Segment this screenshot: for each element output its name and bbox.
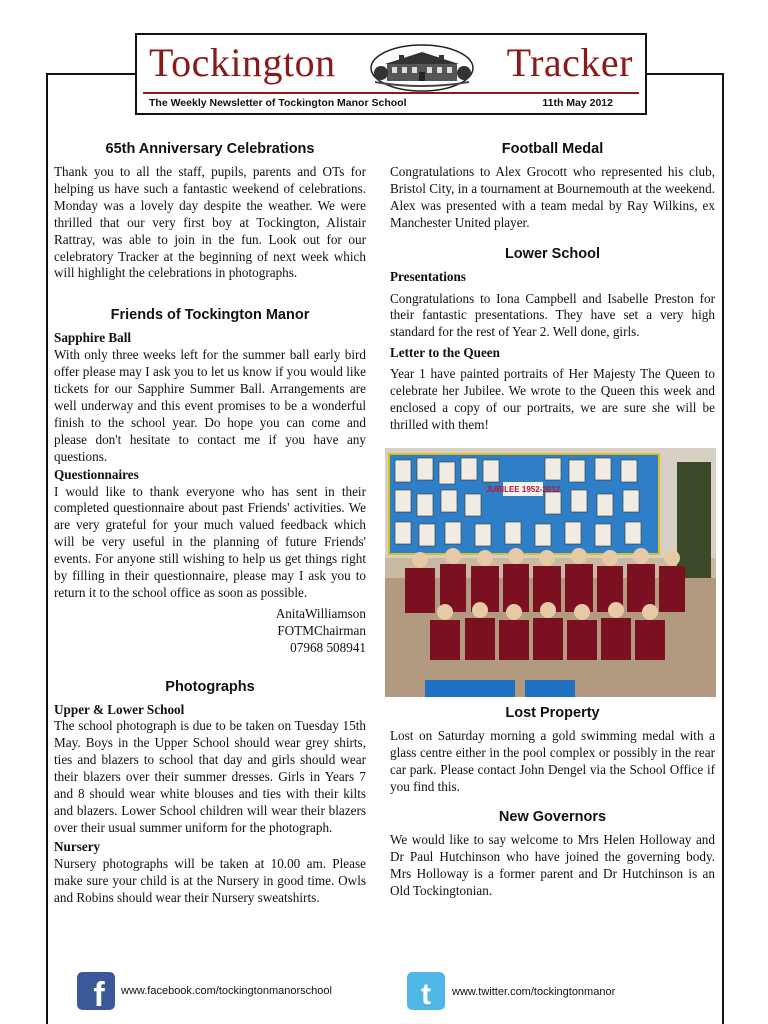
lost-property-section (390, 705, 715, 796)
friends-heading: Friends of Tockington Manor (110, 307, 310, 324)
class-photo (385, 448, 716, 697)
signature-role: FOTMChairman (277, 622, 366, 638)
school-building-logo (369, 43, 475, 93)
right-column (390, 141, 715, 900)
masthead-title-right: Tracker (506, 40, 633, 85)
questionnaires-body: I would like to thank everyone who has sent in their completed questionnaire about past Friends' activities. We are very grateful for your much valued feedback which will be very useful in the planning of future Friends' events. For anyone still wishing to help us get things right by filling in their questionnaire, please may I ask you to return it to the school office as soon as possible. (54, 483, 366, 600)
lower-school-heading: Lower School (504, 245, 601, 262)
sapphire-ball-subheading: Sapphire Ball (54, 330, 132, 346)
football-heading: Football Medal (501, 141, 604, 157)
signature-phone: 07968 508941 (290, 639, 366, 655)
upper-lower-subheading: Upper & Lower School (54, 701, 185, 717)
football-body: Congratulations to Alex Grocott who represented his club, Bristol City, in a tournament at Bournemouth at the weekend. Alex was presented with a team medal by Ray Wilkins, ex Manchester United player. (390, 164, 715, 230)
nursery-subheading: Nursery (54, 838, 101, 854)
nursery-body: Nursery photographs will be taken at 10.00 am. Please make sure your child is at the Nursery in good time. Owls and Robins should wear their Nursery sweatshirts. (54, 855, 366, 905)
new-governors-body: We would like to say welcome to Mrs Helen Holloway and Dr Paul Hutchinson who have joined the governing body. Mrs Holloway is a former parent and Dr Hutchinson is an Old Tockingtonian. (390, 832, 715, 899)
football-section (390, 141, 715, 232)
lower-school-section (390, 246, 715, 434)
left-column (54, 141, 366, 906)
sapphire-ball-body: With only three weeks left for the summer ball early bird offer please may I ask you to let us know if you would like tickets for our Sapphire Summer Ball. Arrangements are well underway and this event promises to be a wonderful finish to the school year. Do hope you can come and please don't hesitate to contact me if you have any questions. (54, 347, 366, 464)
masthead (135, 33, 647, 115)
photographs-section (54, 679, 366, 907)
presentations-subheading: Presentations (390, 268, 466, 284)
friends-section (54, 307, 366, 656)
new-governors-section (390, 809, 715, 900)
upper-lower-body: The school photograph is due to be taken on Tuesday 15th May. Boys in the Upper School should wear grey shirts, ties and blazers to school that day and girls should wear their blazers over their summer dresses. Girls in Years 7 and 8 should wear white blouses and ties with their kilts and blazers. Lower School children will wear their blazers over their usual summer uniform for the photograph. (54, 718, 366, 835)
lost-property-heading: Lost Property (505, 704, 600, 721)
signature-name: AnitaWilliamson (275, 605, 366, 621)
anniversary-heading: 65th Anniversary Celebrations (105, 141, 315, 157)
masthead-rule (143, 92, 639, 94)
new-governors-heading: New Governors (498, 809, 607, 826)
svg-text:f: f (93, 976, 105, 1010)
questionnaires-subheading: Questionnaires (54, 466, 139, 482)
masthead-title-left: Tockington (149, 40, 336, 85)
letter-subheading: Letter to the Queen (390, 345, 500, 361)
photo-banner-text: JUBILEE 1952-2012 (485, 484, 561, 494)
twitter-icon[interactable] (407, 972, 445, 1010)
svg-text:t: t (421, 978, 431, 1010)
photographs-heading: Photographs (165, 678, 255, 695)
anniversary-section (54, 141, 366, 282)
facebook-link[interactable]: www.facebook.com/tockingtonmanorschool (121, 985, 332, 997)
lost-property-body: Lost on Saturday morning a gold swimming medal with a glass centre either in the pool complex or possibly in the rear car park. Please contact John Dengel via the School Office if you find this. (390, 727, 715, 794)
masthead-subtitle: The Weekly Newsletter of Tockington Manor School (149, 97, 407, 109)
presentations-body: Congratulations to Iona Campbell and Isabelle Preston for their fantastic presentations. They have set a very high standard for the rest of Year 2. Well done, girls. (390, 290, 715, 340)
twitter-link[interactable]: www.twitter.com/tockingtonmanor (452, 986, 616, 998)
letter-body: Year 1 have painted portraits of Her Majesty The Queen to celebrate her Jubilee. We wrote to the Queen this week and enclosed a copy of our portraits, we are sure she will be thrilled with them! (390, 366, 715, 432)
issue-date: 11th May 2012 (542, 97, 613, 109)
anniversary-body: Thank you to all the staff, pupils, parents and OTs for helping us have such a fantastic weekend of celebrations. Monday was a lovely day despite the weather. We were thrilled that our very first boy at Tockington, Alistair Rattray, was able to join in the fun. Look out for our celebratory Tracker at the beginning of next week which will highlight the celebrations in photographs. (54, 164, 366, 281)
facebook-icon[interactable] (77, 972, 115, 1010)
